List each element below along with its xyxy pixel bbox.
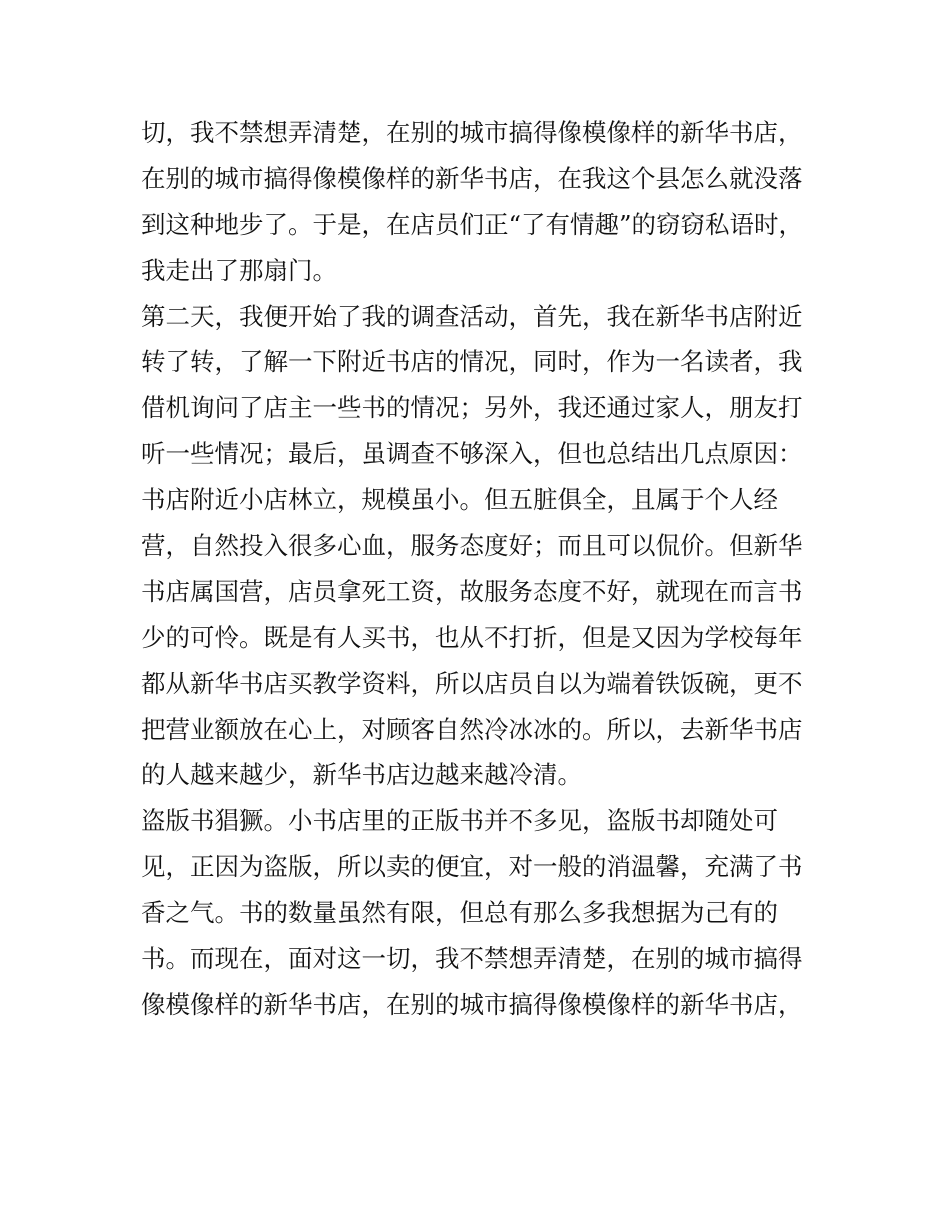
text-line: 盗版书猖獗。小书店里的正版书并不多见，盗版书却随处可 [141, 806, 778, 836]
text-line: 见，正因为盗版，所以卖的便宜，对一般的消温馨，充满了书 [141, 852, 803, 882]
text-line: 转了转，了解一下附近书店的情况，同时，作为一名读者，我 [141, 347, 803, 377]
text-line: 听一些情况；最后，虽调查不够深入，但也总结出几点原因： [141, 439, 803, 469]
text-line: 书店属国营，店员拿死工资，故服务态度不好，就现在而言书 [141, 576, 803, 606]
text-line: 书。而现在，面对这一切，我不禁想弄清楚，在别的城市搞得 [141, 944, 803, 974]
text-line: 第二天，我便开始了我的调查活动，首先，我在新华书店附近 [141, 301, 803, 331]
text-line: 借机询问了店主一些书的情况；另外，我还通过家人，朋友打 [141, 393, 803, 423]
text-line: 我走出了那扇门。 [141, 255, 337, 285]
body-text [141, 110, 821, 1028]
text-line: 像模像样的新华书店，在别的城市搞得像模像样的新华书店， [141, 989, 803, 1019]
text-line: 营，自然投入很多心血，服务态度好；而且可以侃价。但新华 [141, 531, 803, 561]
text-line: 香之气。书的数量虽然有限，但总有那么多我想据为己有的 [141, 898, 778, 928]
text-line: 到这种地步了。于是，在店员们正“了有情趣”的窃窃私语时， [141, 209, 804, 239]
text-line: 切，我不禁想弄清楚，在别的城市搞得像模像样的新华书店， [141, 118, 803, 147]
text-line: 把营业额放在心上，对顾客自然冷冰冰的。所以，去新华书店 [141, 714, 803, 744]
text-line: 书店附近小店林立，规模虽小。但五脏俱全，且属于个人经 [141, 485, 778, 515]
text-line: 都从新华书店买教学资料，所以店员自以为端着铁饭碗，更不 [141, 668, 803, 698]
text-line: 在别的城市搞得像模像样的新华书店，在我这个县怎么就没落 [141, 163, 803, 193]
text-line: 的人越来越少，新华书店边越来越冷清。 [141, 760, 582, 790]
text-line: 少的可怜。既是有人买书，也从不打折，但是又因为学校每年 [141, 622, 803, 652]
